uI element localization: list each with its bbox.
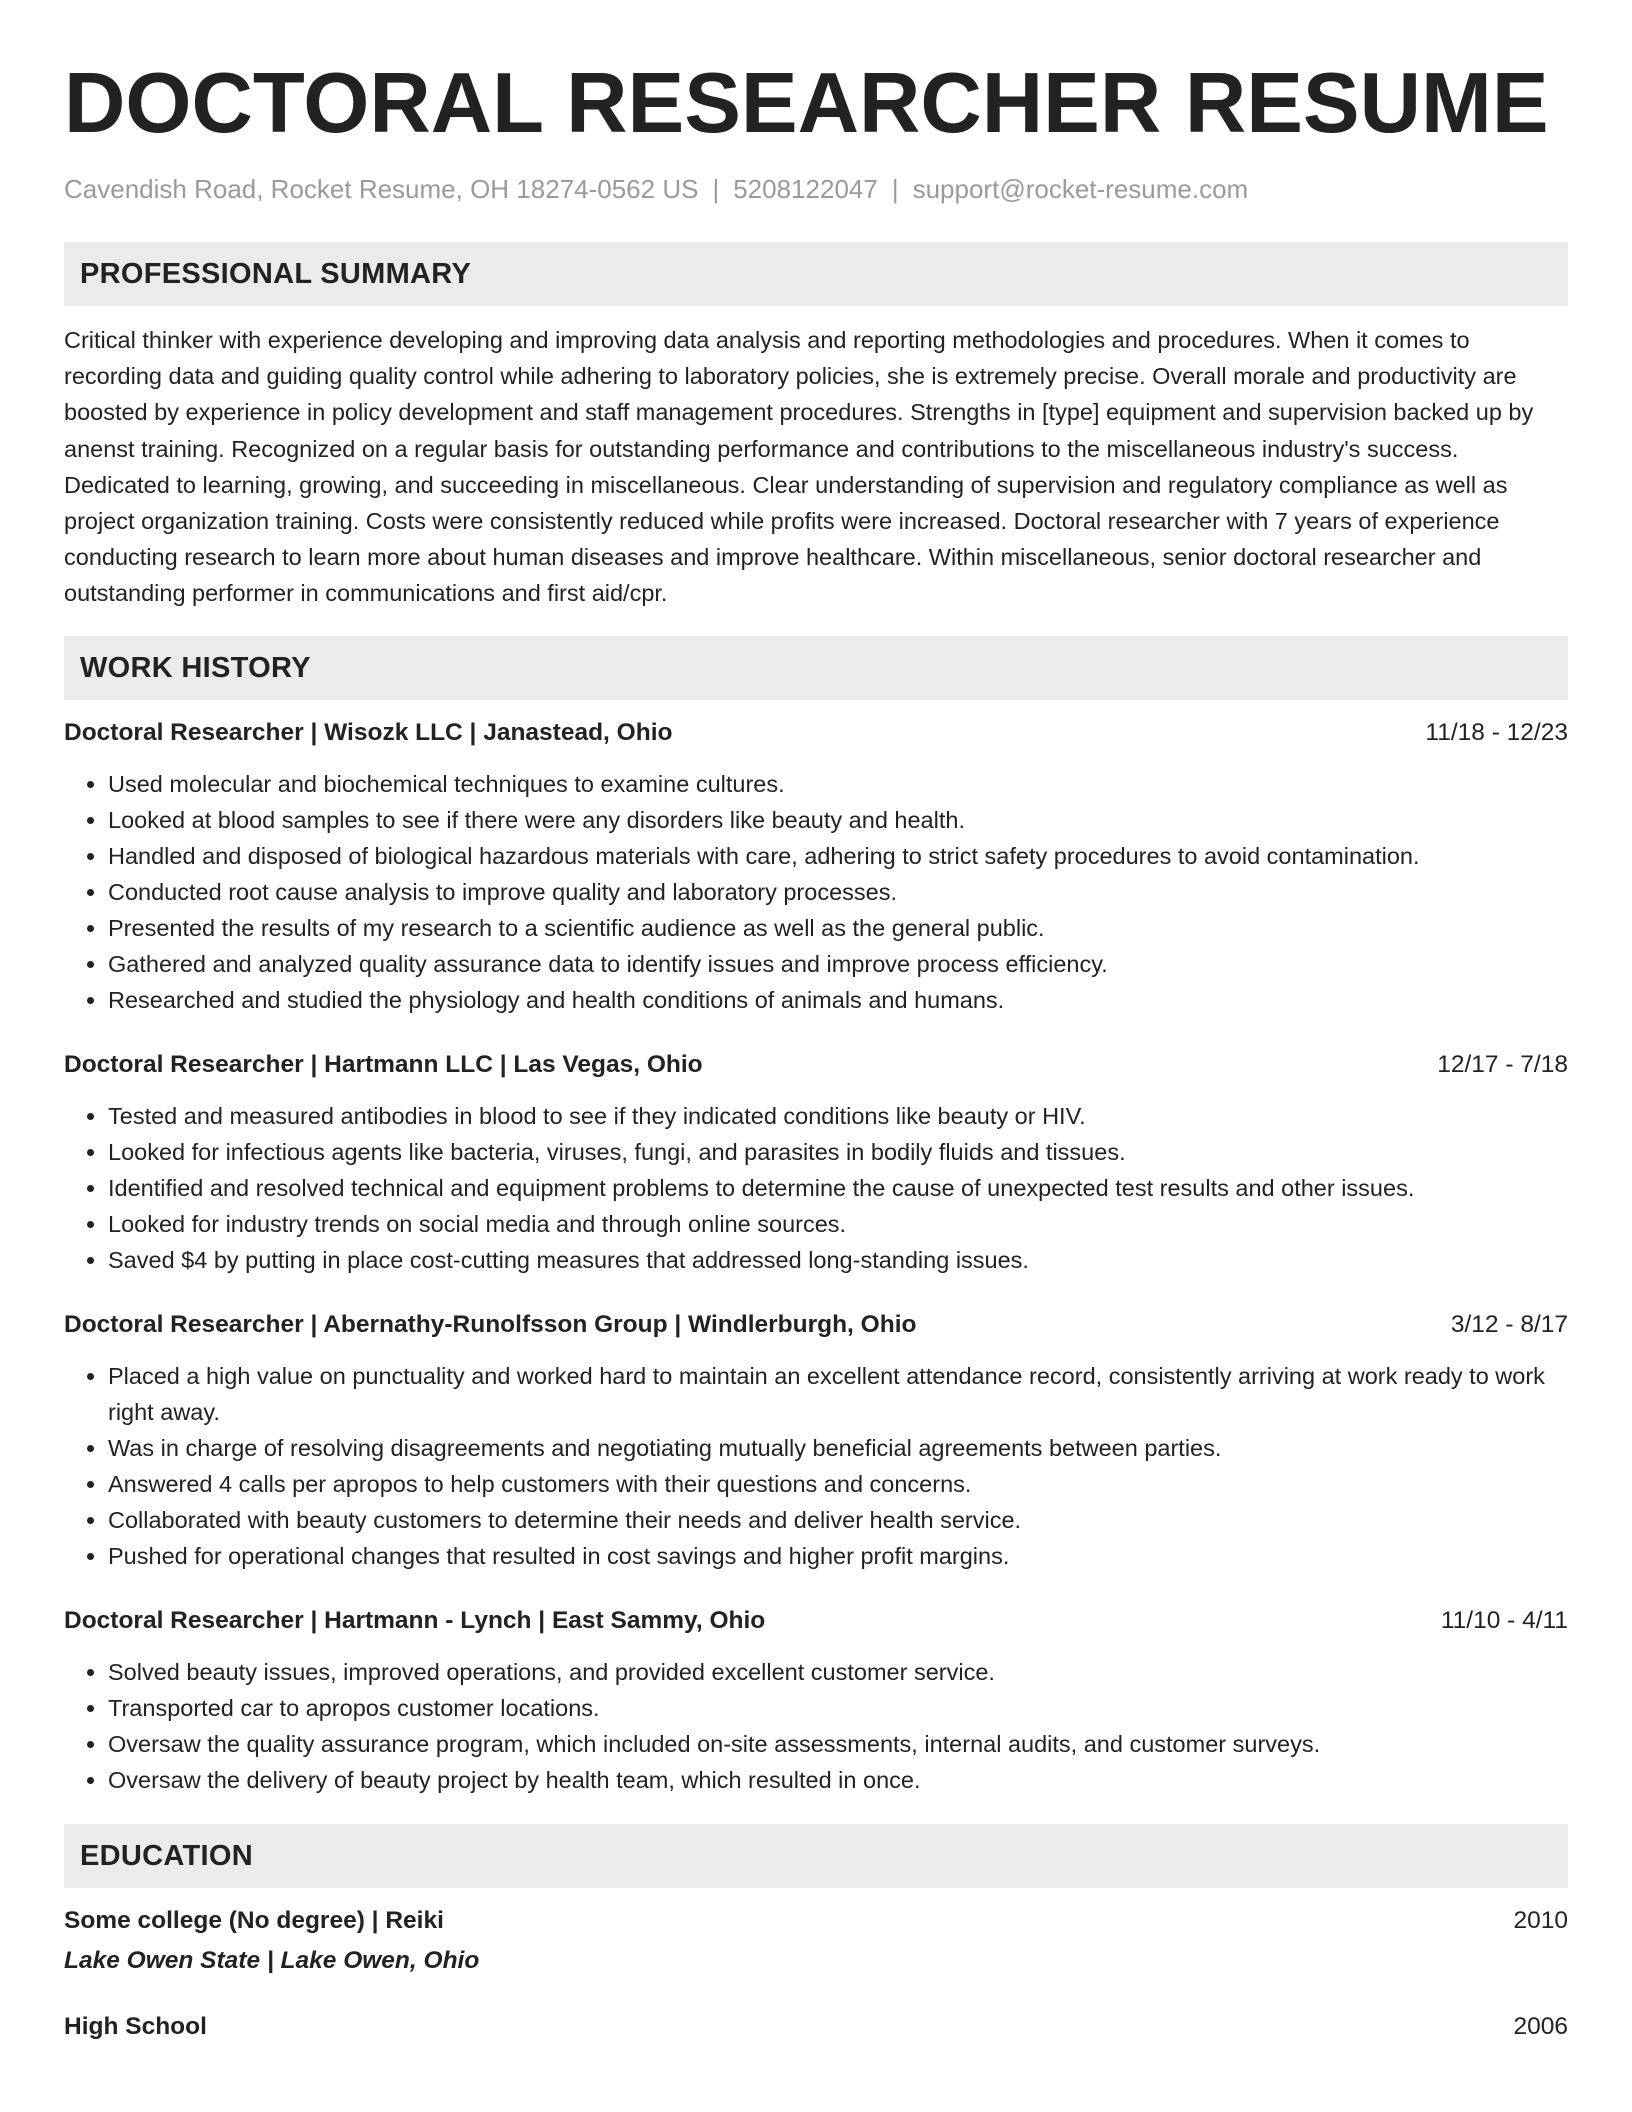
summary-text: Critical thinker with experience developing and improving data analysis and reporting methodologies and procedures. When it comes to recording data and guiding quality control while adhering to laboratory policies, she is extremely precise. Overall morale and productivity are boosted by experience in policy development and staff management procedures. Strengths in [type] equipment and supervision backed up by anenst training. Recognized on a regular basis for outstanding performance and contributions to the miscellaneous industry's success. Dedicated to learning, growing, and succeeding in miscellaneous. Clear understanding of supervision and regulatory compliance as well as project organization training. Costs were consistently reduced while profits were increased. Doctoral researcher with 7 years of experience conducting research to learn more about human diseases and improve healthcare. Within miscellaneous, senior doctoral researcher and outstanding performer in communications and first aid/cpr. <box>64 327 1534 607</box>
education-degree: Some college (No degree) | Reiki <box>64 1906 444 1934</box>
job-title: Doctoral Researcher | Hartmann LLC | Las Vegas, Ohio <box>64 1050 703 1078</box>
job-dates: 3/12 - 8/17 <box>1450 1310 1568 1338</box>
job-bullet: • Solved beauty issues, improved operations, and provided excellent customer service. <box>108 1654 1568 1690</box>
job-bullet: • Identified and resolved technical and equipment problems to determine the cause of unexpected test results and other issues. <box>108 1170 1568 1206</box>
job-bullet: • Oversaw the quality assurance program, which included on-site assessments, internal audits, and customer surveys. <box>108 1726 1568 1762</box>
work-history-heading: WORK HISTORY <box>64 636 1568 700</box>
job-bullet: • Answered 4 calls per apropos to help customers with their questions and concerns. <box>108 1466 1568 1502</box>
job-bullet: • Presented the results of my research to a scientific audience as well as the general public. <box>108 910 1568 946</box>
job-bullet: • Was in charge of resolving disagreements and negotiating mutually beneficial agreements between parties. <box>108 1430 1568 1466</box>
job-bullets <box>64 1654 1568 1798</box>
job-entry <box>64 1604 1568 1798</box>
job-bullet: • Gathered and analyzed quality assurance data to identify issues and improve process efficiency. <box>108 946 1568 982</box>
job-entry <box>64 1048 1568 1278</box>
contact-separator: | <box>712 174 720 204</box>
contact-separator: | <box>891 174 899 204</box>
education-entry <box>64 1904 1568 1978</box>
summary-heading: PROFESSIONAL SUMMARY <box>64 242 1568 306</box>
job-header <box>64 1048 1568 1082</box>
contact-line <box>64 172 1568 206</box>
contact-email: support@rocket-resume.com <box>912 174 1249 204</box>
job-dates: 11/10 - 4/11 <box>1440 1606 1568 1634</box>
job-bullet: • Tested and measured antibodies in blood to see if they indicated conditions like beauty or HIV. <box>108 1098 1568 1134</box>
page-title: DOCTORAL RESEARCHER RESUME <box>64 56 1549 151</box>
job-bullet: • Researched and studied the physiology and health conditions of animals and humans. <box>108 982 1568 1018</box>
education-school: Lake Owen State | Lake Owen, Ohio <box>64 1946 480 1974</box>
job-header <box>64 1308 1568 1342</box>
contact-address: Cavendish Road, Rocket Resume, OH 18274-0562 US <box>64 174 699 204</box>
job-bullet: • Pushed for operational changes that resulted in cost savings and higher profit margins. <box>108 1538 1568 1574</box>
job-bullets <box>64 1358 1568 1574</box>
job-bullet: • Conducted root cause analysis to improve quality and laboratory processes. <box>108 874 1568 910</box>
job-header <box>64 716 1568 750</box>
education-header <box>64 1904 1568 1938</box>
job-bullet: • Oversaw the delivery of beauty project by health team, which resulted in once. <box>108 1762 1568 1798</box>
job-title: Doctoral Researcher | Hartmann - Lynch | East Sammy, Ohio <box>64 1606 766 1634</box>
job-bullet: • Transported car to apropos customer locations. <box>108 1690 1568 1726</box>
job-dates: 11/18 - 12/23 <box>1425 718 1568 746</box>
job-bullet: • Collaborated with beauty customers to determine their needs and deliver health service. <box>108 1502 1568 1538</box>
job-title: Doctoral Researcher | Abernathy-Runolfsson Group | Windlerburgh, Ohio <box>64 1310 917 1338</box>
contact-phone: 5208122047 <box>733 174 878 204</box>
job-entry <box>64 1308 1568 1574</box>
education-degree: High School <box>64 2012 207 2040</box>
job-bullet: • Handled and disposed of biological hazardous materials with care, adhering to strict safety procedures to avoid contamination. <box>108 838 1568 874</box>
job-dates: 12/17 - 7/18 <box>1437 1050 1568 1078</box>
job-entry <box>64 716 1568 1018</box>
job-bullet: • Saved $4 by putting in place cost-cutting measures that addressed long-standing issues. <box>108 1242 1568 1278</box>
job-bullet: • Looked for industry trends on social media and through online sources. <box>108 1206 1568 1242</box>
job-header <box>64 1604 1568 1638</box>
job-title: Doctoral Researcher | Wisozk LLC | Janastead, Ohio <box>64 718 673 746</box>
job-bullet: • Used molecular and biochemical techniques to examine cultures. <box>108 766 1568 802</box>
job-bullet: • Placed a high value on punctuality and worked hard to maintain an excellent attendance record, consistently arriving at work ready to work right away. <box>108 1358 1568 1430</box>
education-heading: EDUCATION <box>64 1824 1568 1888</box>
job-bullet: • Looked at blood samples to see if there were any disorders like beauty and health. <box>108 802 1568 838</box>
education-entry <box>64 2010 1568 2044</box>
education-year: 2010 <box>1513 1906 1568 1934</box>
education-year: 2006 <box>1513 2012 1568 2040</box>
education-header <box>64 2010 1568 2044</box>
job-bullet: • Looked for infectious agents like bacteria, viruses, fungi, and parasites in bodily fluids and tissues. <box>108 1134 1568 1170</box>
job-bullets <box>64 766 1568 1018</box>
job-bullets <box>64 1098 1568 1278</box>
